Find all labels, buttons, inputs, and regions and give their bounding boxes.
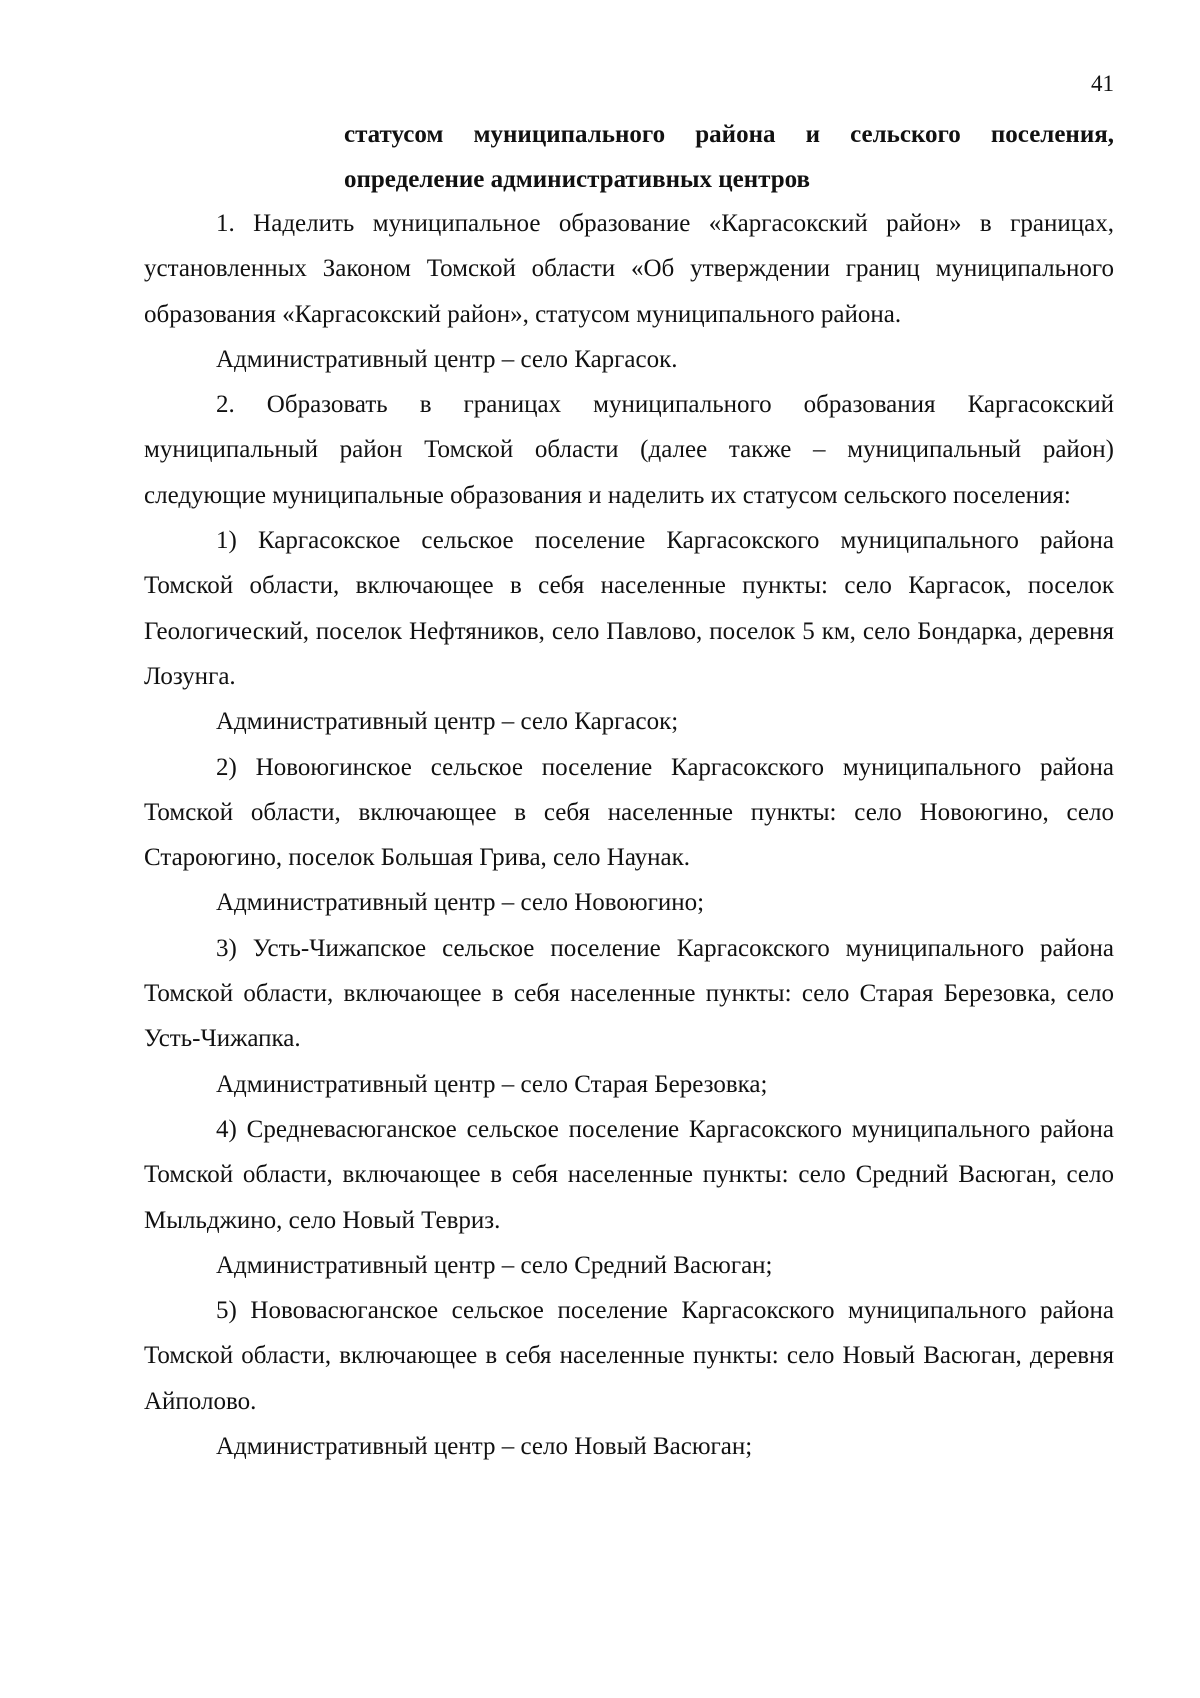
document-body [144,201,1114,1469]
paragraph-admin-center: Административный центр – село Новоюгино; [216,889,705,917]
paragraph-subitem-5: 5) Нововасюганское сельское поселение Каргасокского муниципального района Томской области, включающее в себя населенные пункты: село Новый Васюган, деревня Айполово. [144,1297,1114,1415]
paragraph-subitem-4: 4) Средневасюганское сельское поселение Каргасокского муниципального района Томской области, включающее в себя населенные пункты: село Средний Васюган, село Мыльджино, село Новый Тевриз. [144,1115,1114,1234]
paragraph-admin-center: Административный центр – село Новый Васюган; [216,1433,753,1461]
section-heading-line-1: статусом муниципального района и сельского поселения, [344,121,1114,148]
paragraph-subitem-3: 3) Усть-Чижапское сельское поселение Каргасокского муниципального района Томской области, включающее в себя населенные пункты: село Старая Березовка, село Усть-Чижапка. [144,934,1114,1053]
paragraph-admin-center: Административный центр – село Каргасок; [216,708,679,736]
paragraph-admin-center: Административный центр – село Средний Васюган; [216,1251,773,1279]
page-number: 41 [1091,71,1114,96]
paragraph-admin-center: Административный центр – село Старая Березовка; [216,1070,768,1098]
paragraph-item-2: 2. Образовать в границах муниципального образования Каргасокский муниципальный район Томской области (далее также – муниципальный район) следующие муниципальные образования и наделить их статусом сельского поселения: [144,391,1114,509]
paragraph-subitem-1: 1) Каргасокское сельское поселение Каргасокского муниципального района Томской области, включающее в себя населенные пункты: село Каргасок, поселок Геологический, поселок Нефтяников, село Павлово, поселок 5 км, село Бондарка, деревня Лозунга. [144,527,1114,690]
section-heading [344,112,1114,202]
section-heading-line-2: определение административных центров [344,166,811,193]
paragraph-item-1: 1. Наделить муниципальное образование «Каргасокский район» в границах, установленных Законом Томской области «Об утверждении границ муниципального образования «Каргасокский район», статусом муниципального района. [144,210,1114,328]
paragraph-subitem-2: 2) Новоюгинское сельское поселение Каргасокского муниципального района Томской области, включающее в себя населенные пункты: село Новоюгино, село Староюгино, поселок Большая Грива, село Наунак. [144,753,1114,872]
paragraph-admin-center: Административный центр – село Каргасок. [216,345,678,373]
